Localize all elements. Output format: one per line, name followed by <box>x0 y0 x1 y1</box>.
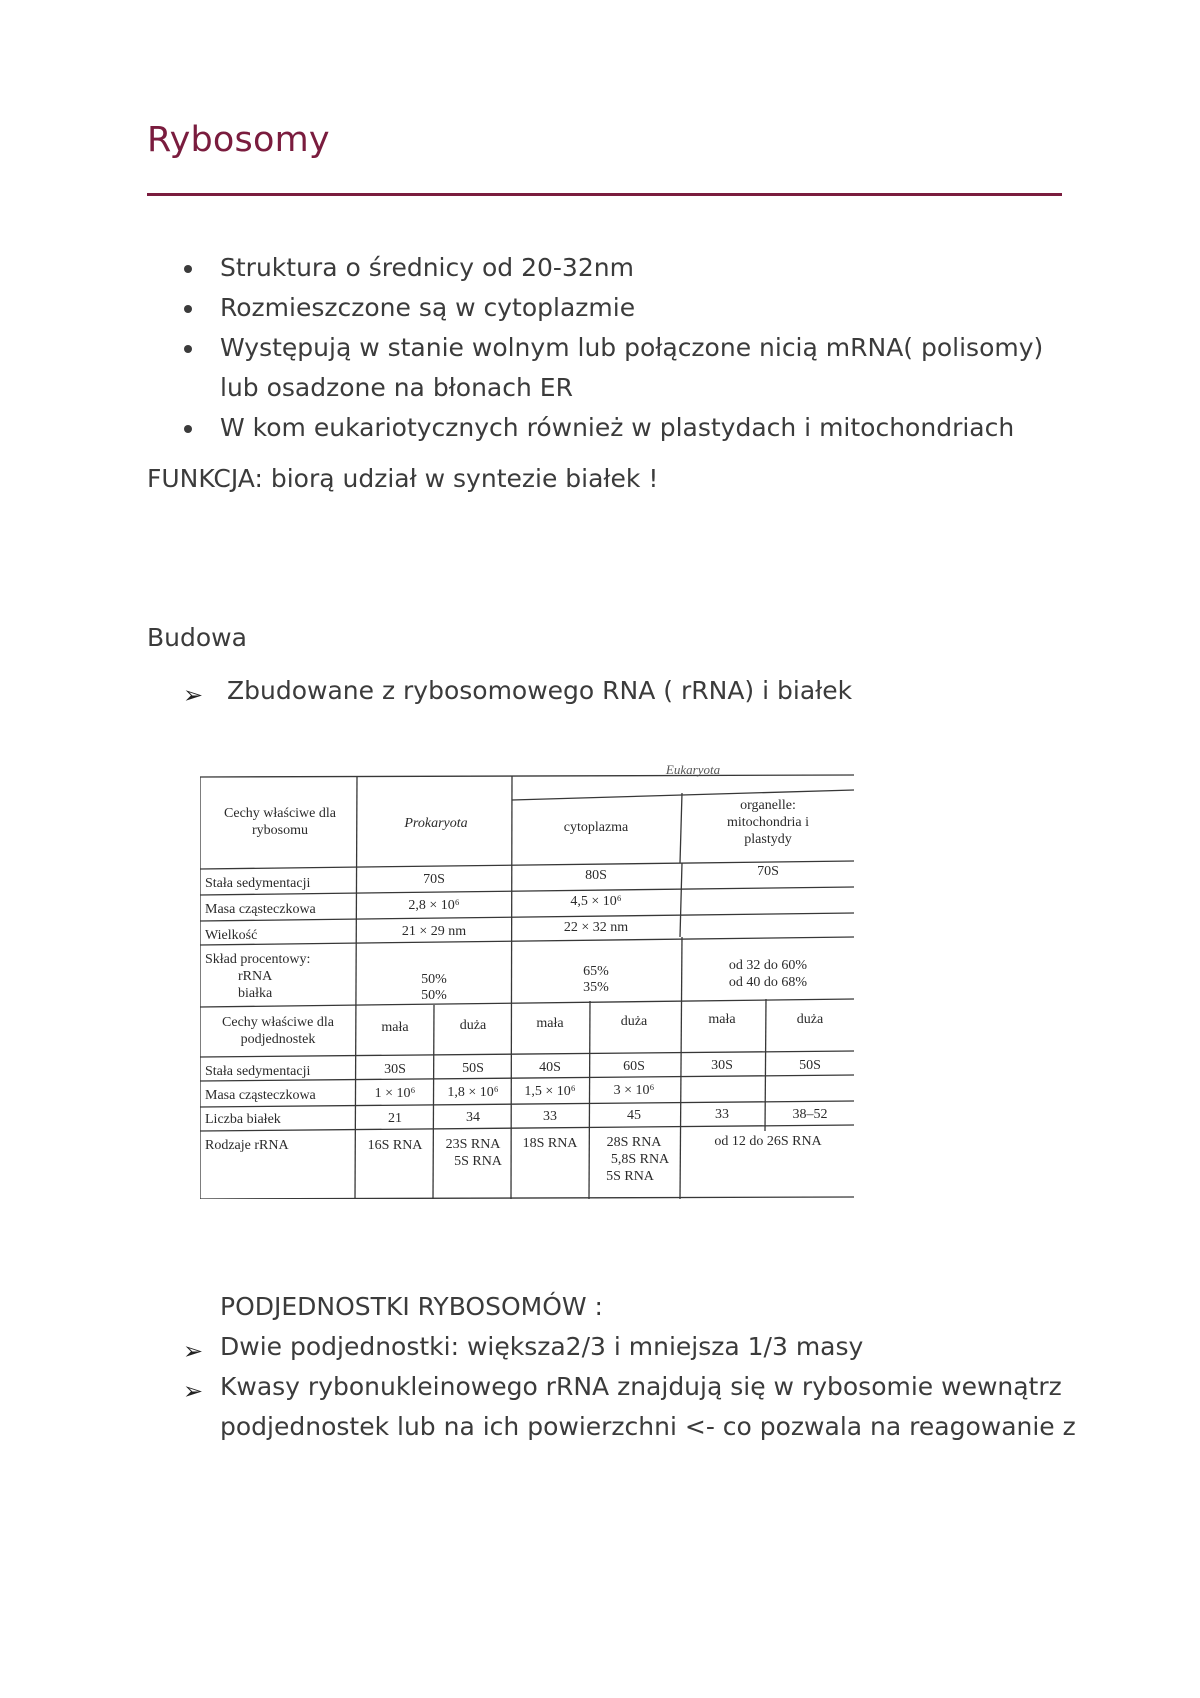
cell-rodzaje-cyt-duza: 5,8S RNA <box>610 1152 670 1167</box>
cell-liczba: 38–52 <box>792 1107 828 1122</box>
cell-stala-cyt: 80S <box>585 868 607 883</box>
row-label-wielkosc: Wielkość <box>205 928 258 943</box>
cell-liczba: 45 <box>627 1108 641 1123</box>
cell-rodzaje-pro-duza: 23S RNA <box>445 1137 501 1152</box>
arrow-list-item-text: Dwie podjednostki: większa2/3 i mniejsza 1/3 masy <box>220 1332 864 1361</box>
cell-liczba: 34 <box>466 1110 480 1125</box>
row-label-masa: Masa cząsteczkowa <box>205 902 316 917</box>
cell-sklad-pro-bialka: 50% <box>421 988 447 1003</box>
function-note: FUNKCJA: biorą udział w syntezie białek ! <box>147 464 659 493</box>
cell-masa-pod: 1,5 × 10⁶ <box>524 1084 576 1099</box>
cell-sklad-cyt-rrna: 65% <box>583 964 609 979</box>
row-label-masa-pod: Masa cząsteczkowa <box>205 1088 316 1103</box>
cell-masa-cyt: 4,5 × 10⁶ <box>570 894 622 909</box>
cell-rodzaje-cyt-duza: 28S RNA <box>606 1135 662 1150</box>
bullet-dot-icon <box>184 305 192 313</box>
cell-sklad-org-rrna: od 32 do 60% <box>728 958 808 973</box>
arrow-list-item-text: Zbudowane z rybosomowego RNA ( rRNA) i białek <box>227 676 853 705</box>
list-item <box>147 248 1087 288</box>
cell-cyt-duza: duża <box>620 1014 648 1029</box>
cell-rodzaje-cyt-mala: 18S RNA <box>522 1136 578 1151</box>
table-header-cytoplazma: cytoplazma <box>563 820 629 835</box>
cell-liczba: 21 <box>388 1111 402 1126</box>
cell-rodzaje-pro-mala: 16S RNA <box>367 1138 423 1153</box>
cell-sklad-cyt-bialka: 35% <box>583 980 609 995</box>
cell-sklad-pro-rrna: 50% <box>421 972 447 987</box>
bullet-dot-icon <box>184 345 192 353</box>
cell-cyt-mala: mała <box>536 1016 564 1031</box>
cell-wielkosc-pro: 21 × 29 nm <box>401 924 467 939</box>
title-underline <box>147 193 1062 196</box>
cell-liczba: 33 <box>543 1109 557 1124</box>
feature-bullet-list <box>147 248 1087 448</box>
cell-masa-pro: 2,8 × 10⁶ <box>408 898 460 913</box>
section-heading-budowa: Budowa <box>147 623 247 652</box>
row-label-sklad-bialka: białka <box>238 986 273 1001</box>
arrow-bullet-icon: ➢ <box>183 1377 204 1405</box>
row-label-sklad: Skład procentowy: <box>205 952 311 967</box>
cell-pro-mala: mała <box>381 1020 409 1035</box>
arrow-list-item-text: Kwasy rybonukleinowego rRNA znajdują się w rybosomie wewnątrz podjednostek lub na ich powierzchni <- co pozwala na reagowanie z <box>220 1372 1076 1441</box>
section-heading-podjednostki: PODJEDNOSTKI RYBOSOMÓW : <box>220 1292 603 1321</box>
table-header-eukaryota: Eukaryota <box>665 762 721 777</box>
cell-masa-pod: 1 × 10⁶ <box>374 1086 416 1101</box>
cell-sklad-org-bialka: od 40 do 68% <box>728 975 808 990</box>
row-label-liczba: Liczba białek <box>205 1112 281 1127</box>
list-item-text: Rozmieszczone są w cytoplazmie <box>220 293 636 322</box>
arrow-bullet-icon: ➢ <box>183 1337 204 1365</box>
cell-liczba: 33 <box>715 1107 729 1122</box>
cell-org-mala: mała <box>708 1012 736 1027</box>
cell-wielkosc-cyt: 22 × 32 nm <box>563 920 629 935</box>
list-item <box>147 288 1087 328</box>
cell-pro-duza: duża <box>459 1018 487 1033</box>
ribosome-comparison-table <box>200 762 854 1199</box>
row-label-stala-pod: Stała sedymentacji <box>205 1064 311 1079</box>
row-label-stala: Stała sedymentacji <box>205 876 311 891</box>
list-item-text: Występują w stanie wolnym lub połączone nicią mRNA( polisomy) lub osadzone na błonach ER <box>220 333 1044 402</box>
cell-rodzaje-org: od 12 do 26S RNA <box>714 1134 822 1149</box>
list-item <box>147 408 1087 448</box>
table-header-organelle: organelle: mitochondria i plastydy <box>726 798 810 847</box>
bullet-dot-icon <box>184 265 192 273</box>
cell-rodzaje-cyt-duza: 5S RNA <box>606 1169 654 1184</box>
cell-stala-pod: 50S <box>462 1061 484 1076</box>
cell-masa-pod: 1,8 × 10⁶ <box>447 1085 499 1100</box>
row-label-sklad-rrna: rRNA <box>238 969 273 984</box>
cell-stala-pod: 40S <box>539 1060 561 1075</box>
cell-stala-pod: 60S <box>623 1059 645 1074</box>
cell-stala-pod: 30S <box>711 1058 733 1073</box>
row-label-rodzaje: Rodzaje rRNA <box>205 1138 289 1153</box>
cell-stala-pod: 50S <box>799 1058 821 1073</box>
table-header-features: Cechy właściwe dla rybosomu <box>224 806 336 838</box>
arrow-bullet-icon: ➢ <box>183 681 204 709</box>
page-title: Rybosomy <box>147 120 330 160</box>
list-item-text: W kom eukariotycznych również w plastydach i mitochondriach <box>220 413 1015 442</box>
table-header-prokaryota: Prokaryota <box>404 816 468 831</box>
bullet-dot-icon <box>184 425 192 433</box>
cell-stala-pro: 70S <box>423 872 445 887</box>
cell-org-duza: duża <box>796 1012 824 1027</box>
list-item <box>147 328 1087 408</box>
cell-masa-pod: 3 × 10⁶ <box>613 1083 655 1098</box>
cell-rodzaje-pro-duza: 5S RNA <box>454 1154 502 1169</box>
cell-stala-org: 70S <box>757 864 779 879</box>
cell-stala-pod: 30S <box>384 1062 406 1077</box>
row-label-podjednostki: Cechy właściwe dla podjednostek <box>222 1015 334 1047</box>
list-item-text: Struktura o średnicy od 20-32nm <box>220 253 634 282</box>
